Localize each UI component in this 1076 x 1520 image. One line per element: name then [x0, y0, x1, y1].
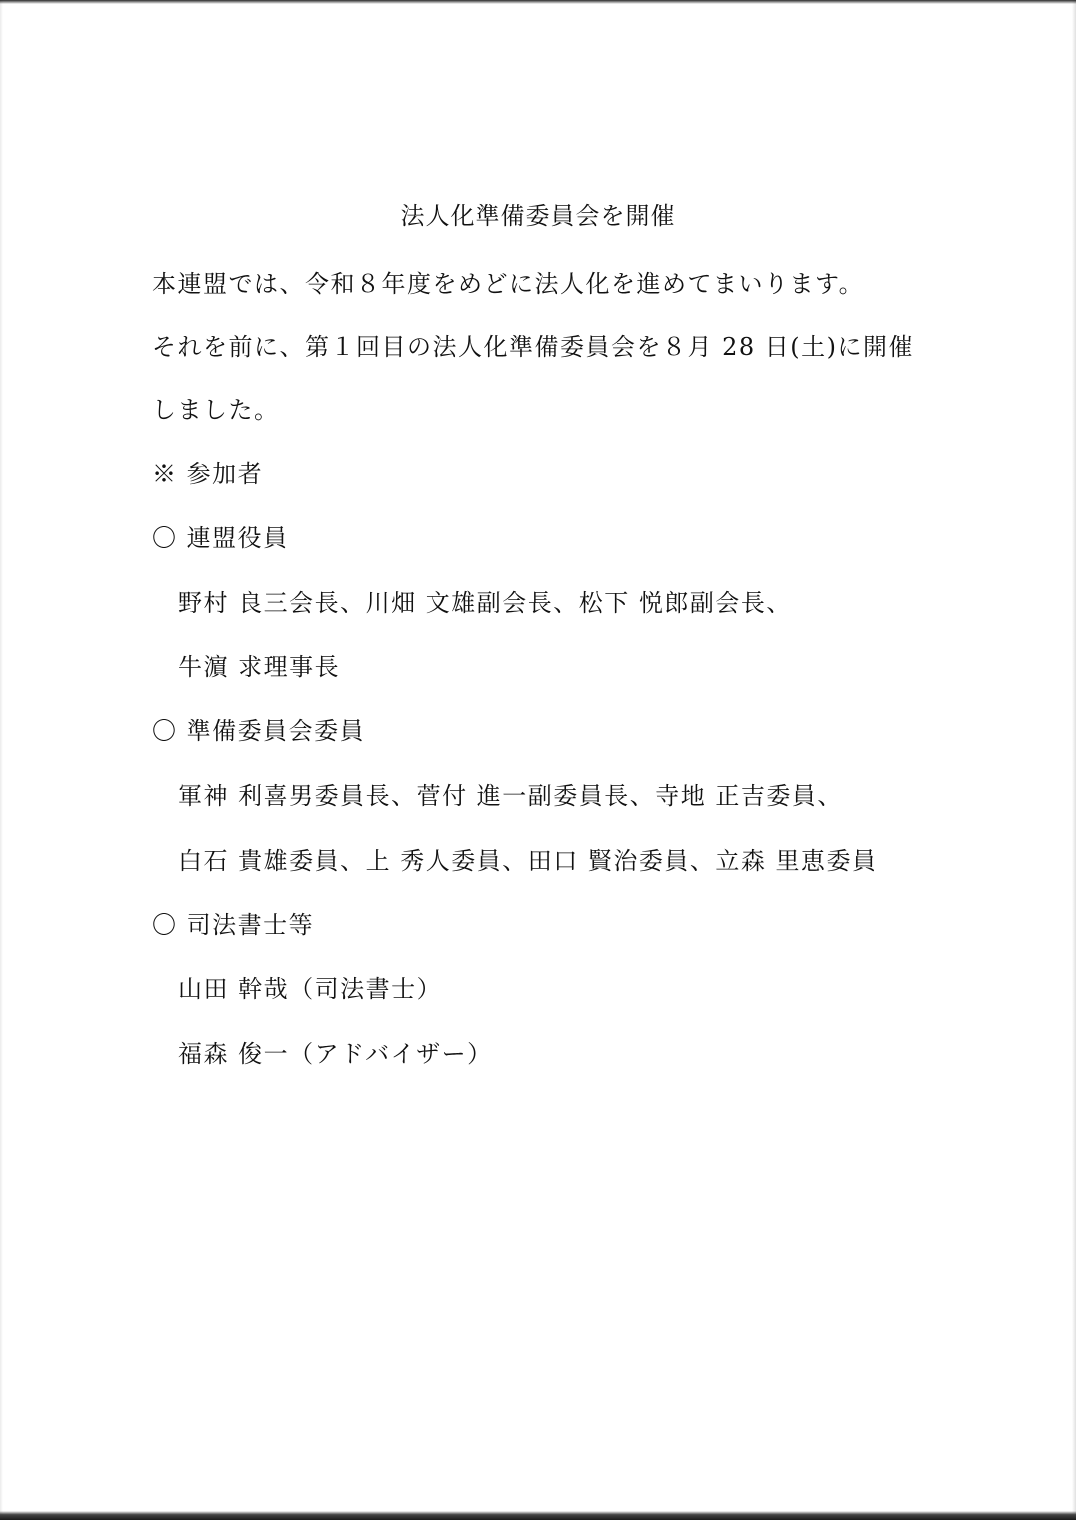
- scriveners-line-1: 山田 幹哉（司法書士）: [178, 975, 443, 1003]
- paragraph-line-2: それを前に、第１回目の法人化準備委員会を８月 28 日(土)に開催: [152, 333, 915, 361]
- scan-edge-bottom: [0, 1511, 1076, 1520]
- paragraph-line-1: 本連盟では、令和８年度をめどに法人化を進めてまいります。: [152, 270, 865, 298]
- document-title: 法人化準備委員会を開催: [400, 202, 676, 230]
- participants-heading: ※ 参加者: [152, 460, 264, 488]
- committee-line-1: 軍神 利喜男委員長、菅付 進一副委員長、寺地 正吉委員、: [178, 782, 843, 810]
- paragraph-line-3: しました。: [152, 396, 280, 424]
- committee-line-2: 白石 貴雄委員、上 秀人委員、田口 賢治委員、立森 里恵委員: [178, 847, 878, 875]
- section-heading-scriveners: 〇 司法書士等: [152, 911, 315, 939]
- scriveners-line-2: 福森 俊一（アドバイザー）: [178, 1040, 493, 1068]
- section-heading-executives: 〇 連盟役員: [152, 524, 289, 552]
- executives-line-1: 野村 良三会長、川畑 文雄副会長、松下 悦郎副会長、: [178, 589, 792, 617]
- executives-line-2: 牛濵 求理事長: [178, 653, 341, 681]
- scan-edge-top: [0, 0, 1076, 4]
- section-heading-committee: 〇 準備委員会委員: [152, 717, 366, 745]
